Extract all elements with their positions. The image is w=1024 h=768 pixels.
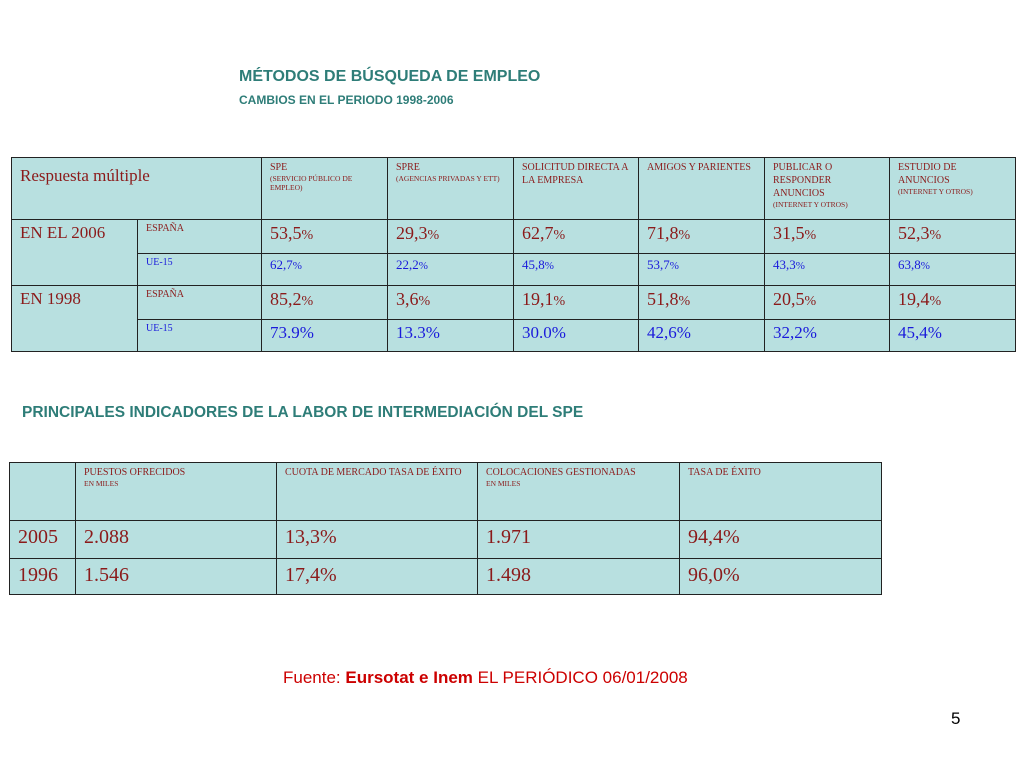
- table-cell: 71,8%: [639, 220, 765, 254]
- table-cell: 1.971: [478, 521, 680, 559]
- table-cell: 52,3%: [890, 220, 1016, 254]
- section-title: PRINCIPALES INDICADORES DE LA LABOR DE INTERMEDIACIÓN DEL SPE: [22, 404, 584, 421]
- table-cell: 2.088: [76, 521, 277, 559]
- table-cell: 17,4%: [277, 559, 478, 595]
- country-label: UE-15: [138, 254, 262, 286]
- table-cell: 45,8%: [514, 254, 639, 286]
- column-header: PUESTOS OFRECIDOS EN MILES: [76, 463, 277, 521]
- column-header: AMIGOS Y PARIENTES: [639, 158, 765, 220]
- table-cell: 96,0%: [680, 559, 882, 595]
- column-header: COLOCACIONES GESTIONADAS EN MILES: [478, 463, 680, 521]
- row-year: 1996: [10, 559, 76, 595]
- table-cell: 13,3%: [277, 521, 478, 559]
- table-cell: 30.0%: [514, 320, 639, 352]
- country-label: UE-15: [138, 320, 262, 352]
- table-cell: 51,8%: [639, 286, 765, 320]
- country-label: ESPAÑA: [138, 286, 262, 320]
- row-year: 2005: [10, 521, 76, 559]
- table-cell: 32,2%: [765, 320, 890, 352]
- table-corner-label: Respuesta múltiple: [12, 158, 262, 220]
- column-header: ESTUDIO DE ANUNCIOS (INTERNET Y OTROS): [890, 158, 1016, 220]
- column-header: SOLICITUD DIRECTA A LA EMPRESA: [514, 158, 639, 220]
- table-cell: 53,7%: [639, 254, 765, 286]
- page-number: 5: [951, 709, 961, 728]
- table-cell: 1.498: [478, 559, 680, 595]
- spe-indicators-table: [9, 462, 882, 595]
- table-cell: 3,6%: [388, 286, 514, 320]
- table-cell: 85,2%: [262, 286, 388, 320]
- table-cell: 63,8%: [890, 254, 1016, 286]
- table-cell: 13.3%: [388, 320, 514, 352]
- table-cell: 22,2%: [388, 254, 514, 286]
- table-cell: 29,3%: [388, 220, 514, 254]
- page-title: MÉTODOS DE BÚSQUEDA DE EMPLEO: [239, 68, 541, 85]
- table-cell: 19,1%: [514, 286, 639, 320]
- column-header: CUOTA DE MERCADO TASA DE ÉXITO: [277, 463, 478, 521]
- source-note: Fuente: Eursotat e Inem EL PERIÓDICO 06/01/2008: [283, 668, 688, 687]
- column-header: TASA DE ÉXITO: [680, 463, 882, 521]
- table-cell: 45,4%: [890, 320, 1016, 352]
- page-subtitle: CAMBIOS EN EL PERIODO 1998-2006: [239, 93, 454, 107]
- search-methods-table: [11, 157, 1016, 352]
- table-corner: [10, 463, 76, 521]
- table-cell: 31,5%: [765, 220, 890, 254]
- table-cell: 94,4%: [680, 521, 882, 559]
- table-cell: 43,3%: [765, 254, 890, 286]
- table-cell: 42,6%: [639, 320, 765, 352]
- table-cell: 19,4%: [890, 286, 1016, 320]
- table-cell: 73.9%: [262, 320, 388, 352]
- column-header: SPRE (AGENCIAS PRIVADAS Y ETT): [388, 158, 514, 220]
- group-label-1998: EN 1998: [12, 286, 138, 352]
- group-label-2006: EN EL 2006: [12, 220, 138, 286]
- column-header: SPE (SERVICIO PÚBLICO DE EMPLEO): [262, 158, 388, 220]
- country-label: ESPAÑA: [138, 220, 262, 254]
- table-cell: 62,7%: [514, 220, 639, 254]
- table-cell: 1.546: [76, 559, 277, 595]
- column-header: PUBLICAR O RESPONDER ANUNCIOS (INTERNET Y OTROS): [765, 158, 890, 220]
- table-cell: 53,5%: [262, 220, 388, 254]
- table-cell: 20,5%: [765, 286, 890, 320]
- table-cell: 62,7%: [262, 254, 388, 286]
